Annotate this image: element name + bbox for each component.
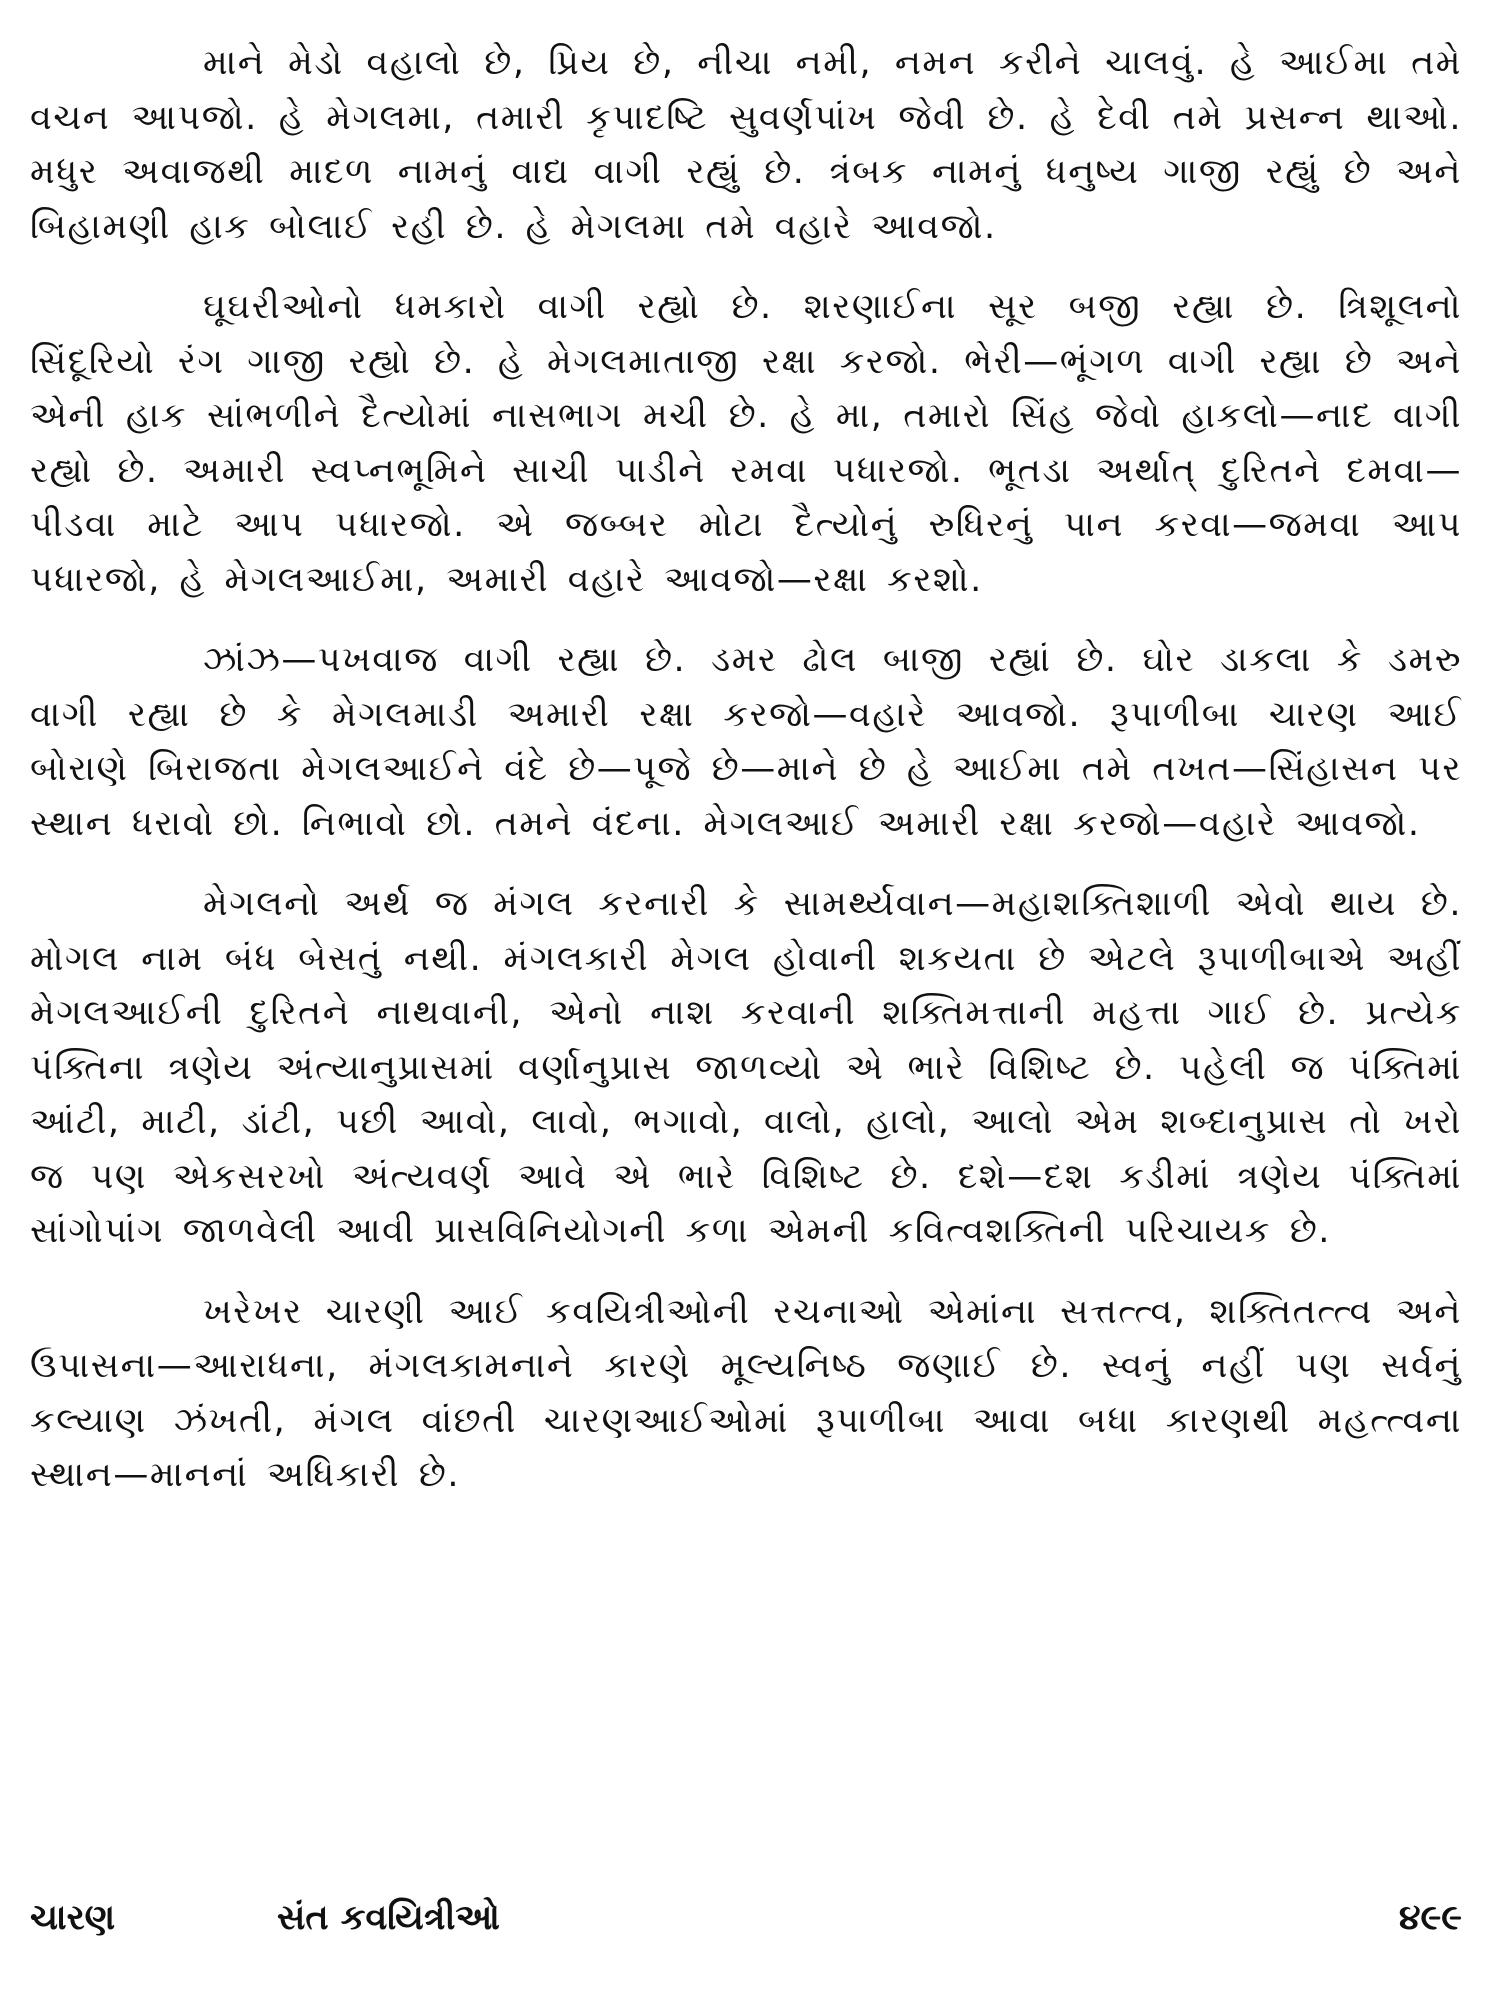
paragraph-5: ખરેખર ચારણી આઈ કવયિત્રીઓની રચનાઓ એમાંના સત્તત્ત્વ, શક્તિતત્ત્વ અને ઉપાસના—આરાધના, મંગલકામનાને કારણે મૂલ્યનિષ્ઠ જણાઈ છે. સ્વનું નહીં પણ સર્વનું કલ્યાણ ઝંખતી, મંગલ વાંછતી ચારણઆઈઓમાં રૂપાળીબા આવા બધા કારણથી મહત્ત્વના સ્થાન—માનનાં અધિકારી છે. [30,1291,1462,1495]
paragraph-4: મેગલનો અર્થ જ મંગલ કરનારી કે સામર્થ્યવાન—મહાશક્તિશાળી એવો થાય છે. મોગલ નામ બંધ બેસતું નથી. મંગલકારી મેગલ હોવાની શકયતા છે એટલે રૂપાળીબાએ અહીં મેગલઆઈની દુરિતને નાથવાની, એનો નાશ કરવાની શક્તિમત્તાની મહત્તા ગાઈ છે. પ્રત્યેક પંક્તિના ત્રણેય અંત્યાનુપ્રાસમાં વર્ણાનુપ્રાસ જાળવ્યો એ ભારે વિશિષ્ટ છે. પહેલી જ પંક્તિમાં આંટી, માટી, ડાંટી, પછી આવો, લાવો, ભગાવો, વાલો, હાલો, આલો એમ શબ્દાનુપ્રાસ તો ખરો જ પણ એકસરખો અંત્યવર્ણ આવે એ ભારે વિશિષ્ટ છે. દશે—દશ કડીમાં ત્રણેય પંક્તિમાં સાંગોપાંગ જાળવેલી આવી પ્રાસવિનિયોગની કળા એમની કવિત્વશક્તિની પરિચાયક છે. [30,884,1462,1251]
footer-book-title: સંત કવયિત્રીઓ [277,1898,500,1938]
footer-section-label: ચારણ [30,1898,116,1938]
page-number: ૪૯૯ [1398,1898,1462,1938]
paragraph-2: ઘૂઘરીઓનો ધમકારો વાગી રહ્યો છે. શરણાઈના સૂર બજી રહ્યા છે. ત્રિશૂલનો સિંદૂરિયો રંગ ગાજી રહ્યો છે. હે મેગલમાતાજી રક્ષા કરજો. ભેરી—ભૂંગળ વાગી રહ્યા છે અને એની હાક સાંભળીને દૈત્યોમાં નાસભાગ મચી છે. હે મા, તમારો સિંહ જેવો હાકલો—નાદ વાગી રહ્યો છે. અમારી સ્વપ્નભૂમિને સાચી પાડીને રમવા પધારજો. ભૂતડા અર્થાત્ દુરિતને દમવા—પીડવા માટે આપ પધારજો. એ જબ્બર મોટા દૈત્યોનું રુધિરનું પાન કરવા—જમવા આપ પધારજો, હે મેગલઆઈમા, અમારી વહારે આવજો—રક્ષા કરશો. [30,287,1462,600]
paragraph-1: માને મેડો વહાલો છે, પ્રિય છે, નીચા નમી, નમન કરીને ચાલવું. હે આઈમા તમે વચન આપજો. હે મેગલમા, તમારી કૃપાદષ્ટિ સુવર્ણપાંખ જેવી છે. હે દેવી તમે પ્રસન્ન થાઓ. મધુર અવાજથી માદળ નામનું વાદ્ય વાગી રહ્યું છે. ત્રંબક નામનું ધનુષ્ય ગાજી રહ્યું છે અને બિહામણી હાક બોલાઈ રહી છે. હે મેગલમા તમે વહારે આવજો. [30,43,1462,247]
page-footer [30,1888,1462,1948]
paragraph-3: ઝાંઝ—પખવાજ વાગી રહ્યા છે. ડમર ઢોલ બાજી રહ્યાં છે. ઘોર ડાકલા કે ડમરુ વાગી રહ્યા છે કે મેગલમાડી અમારી રક્ષા કરજો—વહારે આવજો. રૂપાળીબા ચારણ આઈ બોરાણે બિરાજતા મેગલઆઈને વંદે છે—પૂજે છે—માને છે હે આઈમા તમે તખત—સિંહાસન પર સ્થાન ધરાવો છો. નિભાવો છો. તમને વંદના. મેગલઆઈ અમારી રક્ષા કરજો—વહારે આવજો. [30,640,1462,844]
page-body [30,36,1462,1529]
